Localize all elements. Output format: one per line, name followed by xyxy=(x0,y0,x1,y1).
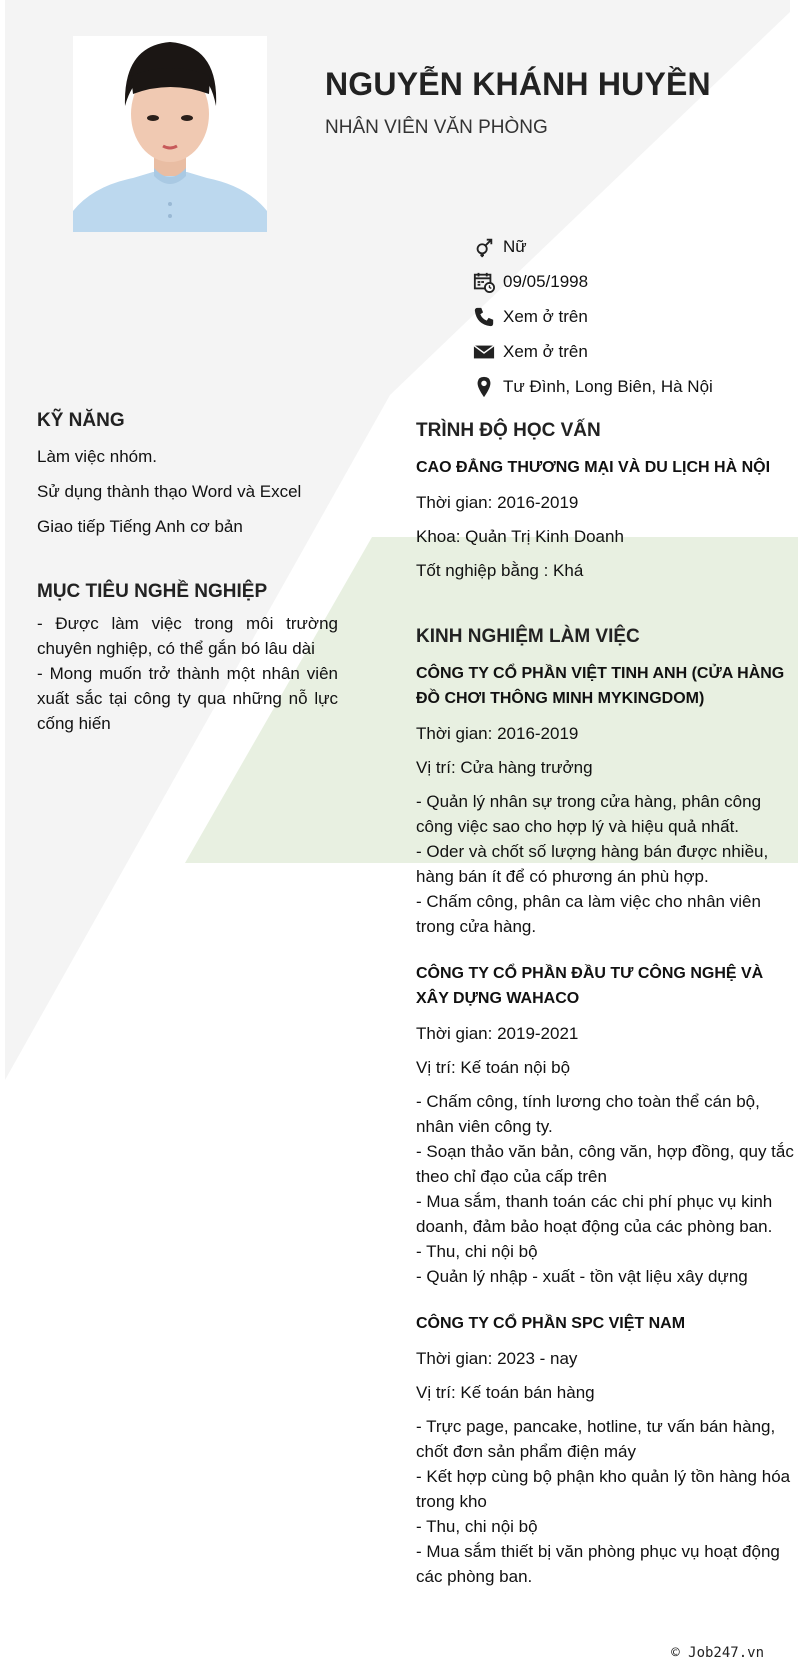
education-faculty: Khoa: Quản Trị Kinh Doanh xyxy=(416,527,624,546)
job-duty: - Mua sắm, thanh toán các chi phí phục vụ kinh doanh, đảm bảo hoạt động của các phòng ban. xyxy=(416,1192,773,1236)
footer-copyright: © Job247.vn xyxy=(671,1645,764,1661)
contact-phone xyxy=(472,299,792,334)
job-company: CÔNG TY CỔ PHẦN SPC VIỆT NAM xyxy=(416,1315,686,1332)
job-duty: - Chấm công, tính lương cho toàn thể cán bộ, nhân viên công ty. xyxy=(416,1092,760,1136)
contact-birthdate xyxy=(472,264,792,299)
job-duty: - Thu, chi nội bộ xyxy=(416,1242,538,1261)
contact-phone-value: Xem ở trên xyxy=(503,306,588,326)
skills-section xyxy=(37,410,347,549)
job-duty: - Kết hợp cùng bộ phận kho quản lý tồn hàng hóa trong kho xyxy=(416,1467,791,1511)
skill-item: Giao tiếp Tiếng Anh cơ bản xyxy=(37,517,243,536)
experience-heading: KINH NGHIỆM LÀM VIỆC xyxy=(416,626,640,647)
contact-address-value: Tư Đình, Long Biên, Hà Nội xyxy=(503,376,713,396)
job-duty: - Soạn thảo văn bản, công văn, hợp đồng, quy tắc theo chỉ đạo của cấp trên xyxy=(416,1142,794,1186)
contact-info xyxy=(472,229,792,404)
job-duty: - Trực page, pancake, hotline, tư vấn bán hàng, chốt đơn sản phẩm điện máy xyxy=(416,1417,776,1461)
contact-email-value: Xem ở trên xyxy=(503,341,588,361)
job-duty: - Quản lý nhập - xuất - tồn vật liệu xây dựng xyxy=(416,1267,748,1286)
education-section xyxy=(416,420,796,592)
job-entry xyxy=(416,1311,796,1589)
job-position: Vị trí: Kế toán nội bộ xyxy=(416,1058,571,1077)
job-duty: - Mua sắm thiết bị văn phòng phục vụ hoạt động các phòng ban. xyxy=(416,1542,780,1586)
location-pin-icon xyxy=(472,375,496,399)
job-position: Vị trí: Kế toán bán hàng xyxy=(416,1383,595,1402)
phone-icon xyxy=(472,305,496,329)
contact-birthdate-value: 09/05/1998 xyxy=(503,271,589,291)
contact-gender-value: Nữ xyxy=(503,236,527,256)
job-company: CÔNG TY CỔ PHẦN VIỆT TINH ANH (CỬA HÀNG ĐỒ CHƠI THÔNG MINH MYKINGDOM) xyxy=(416,665,785,707)
education-grade: Tốt nghiệp bằng : Khá xyxy=(416,561,584,580)
contact-email xyxy=(472,334,792,369)
experience-section xyxy=(416,626,796,1611)
contact-gender xyxy=(472,229,792,264)
job-duty: - Quản lý nhân sự trong cửa hàng, phân công công việc sao cho hợp lý và hiệu quả nhất. xyxy=(416,792,762,836)
candidate-job-title: NHÂN VIÊN VĂN PHÒNG xyxy=(325,117,548,138)
job-duty: - Chấm công, phân ca làm việc cho nhân viên trong cửa hàng. xyxy=(416,892,761,936)
objective-line: - Mong muốn trở thành một nhân viên xuất sắc tại công ty qua những nỗ lực cống hiến xyxy=(37,664,338,733)
profile-photo xyxy=(73,36,267,232)
candidate-name: NGUYỄN KHÁNH HUYỀN xyxy=(325,66,711,102)
job-position: Vị trí: Cửa hàng trưởng xyxy=(416,758,593,777)
job-period: Thời gian: 2023 - nay xyxy=(416,1349,578,1368)
skills-heading: KỸ NĂNG xyxy=(37,410,125,431)
gender-icon xyxy=(472,235,496,259)
skill-item: Sử dụng thành thạo Word và Excel xyxy=(37,482,302,501)
objective-section xyxy=(37,581,338,736)
skill-item: Làm việc nhóm. xyxy=(37,447,157,466)
objective-line: - Được làm việc trong môi trường chuyên nghiệp, có thể gắn bó lâu dài xyxy=(37,614,338,658)
job-duty: - Thu, chi nội bộ xyxy=(416,1517,538,1536)
job-period: Thời gian: 2019-2021 xyxy=(416,1024,579,1043)
job-period: Thời gian: 2016-2019 xyxy=(416,724,579,743)
calendar-icon xyxy=(472,270,496,294)
school-name: CAO ĐẲNG THƯƠNG MẠI VÀ DU LỊCH HÀ NỘI xyxy=(416,459,771,476)
education-period: Thời gian: 2016-2019 xyxy=(416,493,579,512)
envelope-icon xyxy=(472,340,496,364)
job-entry xyxy=(416,961,796,1289)
job-entry xyxy=(416,661,796,939)
contact-address xyxy=(472,369,792,404)
education-heading: TRÌNH ĐỘ HỌC VẤN xyxy=(416,420,601,441)
objective-heading: MỤC TIÊU NGHỀ NGHIỆP xyxy=(37,581,268,602)
job-company: CÔNG TY CỔ PHẦN ĐẦU TƯ CÔNG NGHỆ VÀ XÂY DỰNG WAHACO xyxy=(416,965,764,1007)
job-duty: - Oder và chốt số lượng hàng bán được nhiều, hàng bán ít để có phương án phù hợp. xyxy=(416,842,769,886)
